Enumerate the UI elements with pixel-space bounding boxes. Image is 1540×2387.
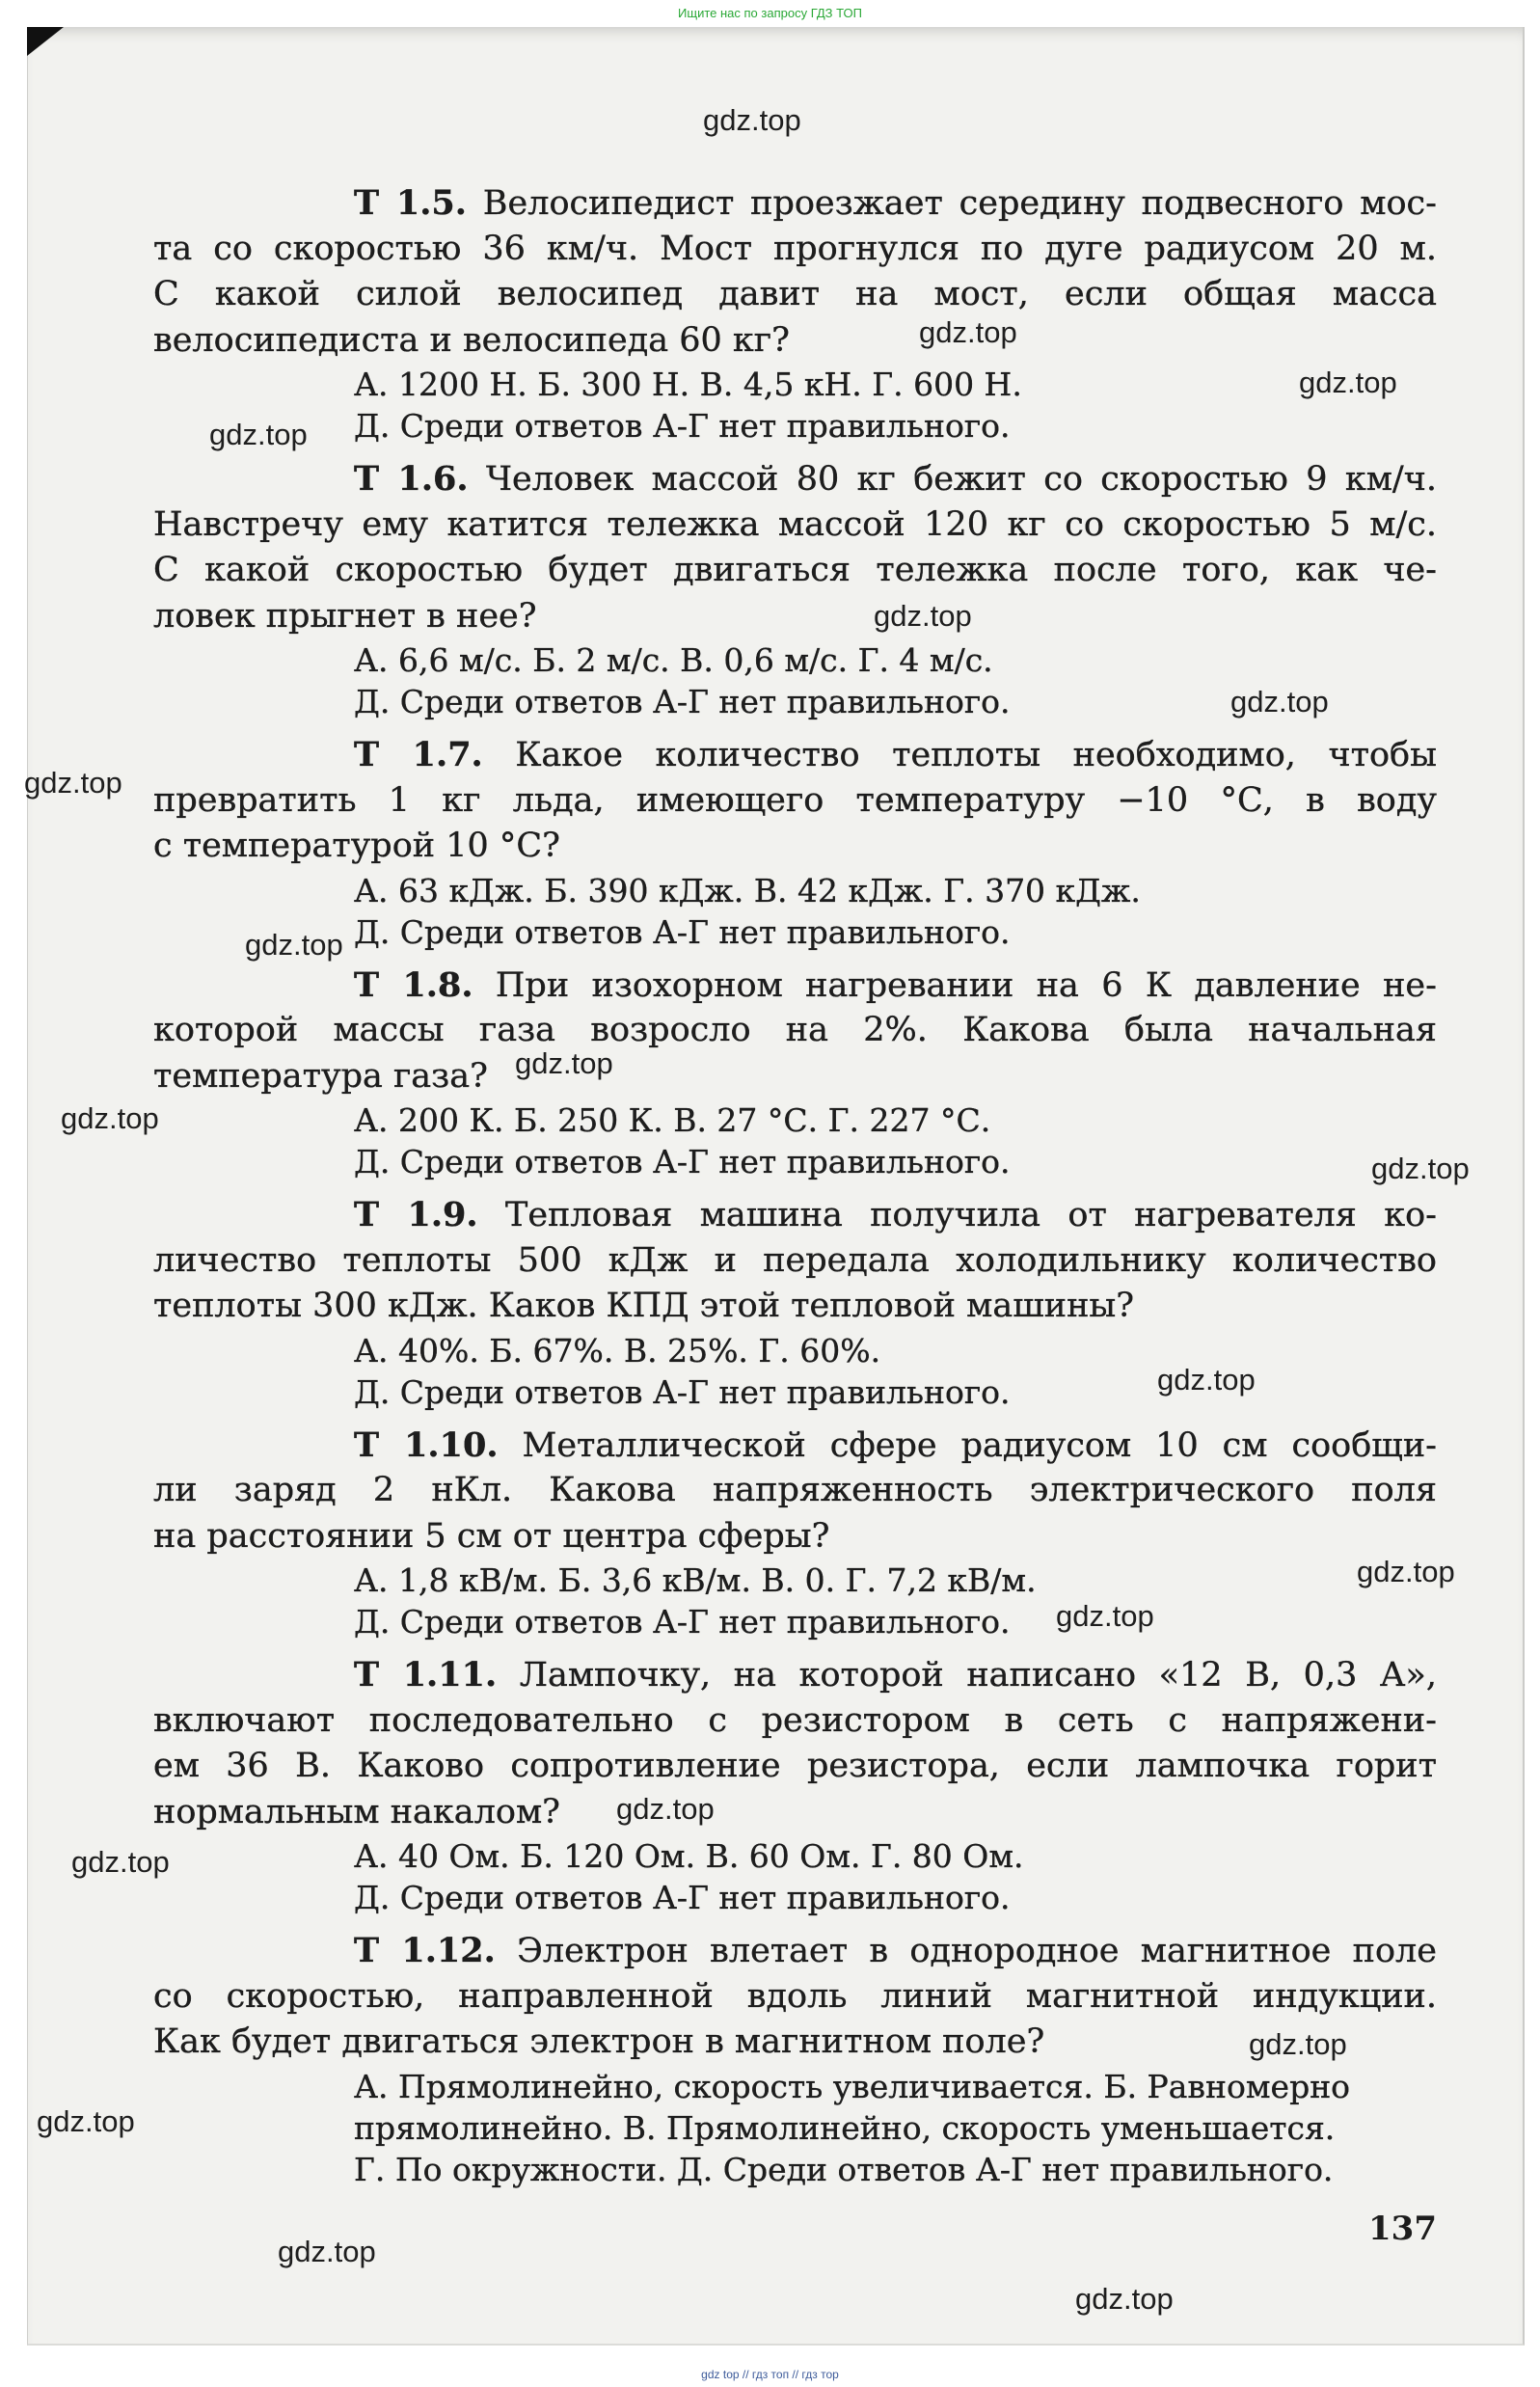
answer-options: А. 63 кДж. Б. 390 кДж. В. 42 кДж. Г. 370 кДж. (354, 871, 1141, 909)
watermark: gdz.top (71, 1845, 170, 1879)
answer-none-correct: Д. Среди ответов А-Г нет правильного. (354, 912, 1011, 951)
answer-line: А. Прямолинейно, скорость увеличивается. Б. Равномерно (354, 2067, 1351, 2105)
watermark: gdz.top (1230, 685, 1329, 719)
answer-none-correct: Д. Среди ответов А-Г нет правильного. (354, 407, 1011, 445)
watermark: gdz.top (209, 418, 308, 451)
question-line: которой массы газа возросло на 2%. Какова была начальная (153, 1011, 1437, 1049)
question-first-line (153, 1652, 1437, 1698)
question-line: превратить 1 кг льда, имеющего температуру −10 °С, в воду (153, 780, 1437, 820)
question-line: С какой силой велосипед давит на мост, если общая масса (153, 275, 1437, 313)
question-t1-8 (153, 963, 1437, 1183)
question-line: С какой скоростью будет двигаться тележка после того, как че- (153, 551, 1437, 589)
question-text: Тепловая машина получила от нагревателя ко- (504, 1196, 1437, 1234)
question-first-line (153, 1928, 1437, 1974)
answer-options: А. 200 К. Б. 250 К. В. 27 °С. Г. 227 °С. (354, 1101, 991, 1139)
question-line: нормальным накалом? (153, 1792, 560, 1831)
watermark: gdz.top (1249, 2027, 1347, 2061)
question-line: Как будет двигаться электрон в магнитном поле? (153, 2022, 1045, 2061)
question-line: температура газа? (153, 1056, 488, 1096)
watermark: gdz.top (874, 599, 972, 633)
question-line: велосипедиста и велосипеда 60 кг? (153, 320, 790, 360)
question-line: та со скоростью 36 км/ч. Мост прогнулся по дуге радиусом 20 м. (153, 229, 1437, 268)
question-number: Т 1.5. (354, 183, 467, 223)
question-number: Т 1.11. (354, 1655, 498, 1695)
watermark: gdz.top (1371, 1152, 1470, 1185)
question-number: Т 1.12. (354, 1931, 496, 1970)
question-number: Т 1.6. (354, 459, 469, 499)
question-t1-6 (153, 456, 1437, 722)
answer-options: А. 40%. Б. 67%. В. 25%. Г. 60%. (354, 1331, 881, 1370)
question-line: Навстречу ему катится тележка массой 120 кг со скоростью 5 м/с. (153, 504, 1437, 544)
watermark: gdz.top (919, 315, 1017, 349)
question-first-line (153, 180, 1437, 227)
site-banner-text: Ищите нас по запросу ГДЗ ТОП (678, 6, 862, 20)
answer-none-correct: Д. Среди ответов А-Г нет правильного. (354, 1879, 1011, 1916)
watermark: gdz.top (37, 2104, 135, 2138)
question-t1-7 (153, 732, 1437, 953)
question-first-line (153, 963, 1437, 1009)
question-text: Электрон влетает в однородное магнитное поле (517, 1932, 1437, 1970)
watermark: gdz.top (515, 1046, 613, 1080)
answer-line: прямолинейно. В. Прямолинейно, скорость уменьшается. (354, 2108, 1336, 2147)
footer-text: gdz top // гдз топ // гдз тор (701, 2368, 839, 2381)
question-number: Т 1.7. (354, 735, 483, 774)
watermark: gdz.top (1157, 1363, 1256, 1397)
question-line: на расстоянии 5 см от центра сферы? (153, 1516, 830, 1556)
question-t1-5 (153, 180, 1437, 447)
question-text: При изохорном нагревании на 6 К давление не- (495, 965, 1437, 1005)
answer-line: Г. По окружности. Д. Среди ответов А-Г нет правильного. (354, 2150, 1334, 2188)
watermark: gdz.top (1056, 1599, 1154, 1633)
question-first-line (153, 1192, 1437, 1238)
question-line: с температурой 10 °С? (153, 827, 560, 865)
question-line: теплоты 300 кДж. Каков КПД этой тепловой машины? (153, 1287, 1135, 1325)
question-t1-10 (153, 1423, 1437, 1643)
question-line: включают последовательно с резистором в сеть с напряжени- (153, 1700, 1437, 1740)
watermark: gdz.top (1299, 366, 1397, 399)
watermark: gdz.top (245, 928, 343, 962)
watermark: gdz.top (278, 2235, 376, 2268)
question-first-line (153, 456, 1437, 502)
question-line: ли заряд 2 нКл. Какова напряженность электрического поля (153, 1471, 1437, 1509)
question-line: ем 36 В. Каково сопротивление резистора, если лампочка горит (153, 1747, 1437, 1785)
question-first-line (153, 1423, 1437, 1469)
watermark: gdz.top (703, 103, 801, 137)
question-text: Металлической сфере радиусом 10 см сообщи- (522, 1425, 1437, 1465)
question-first-line (153, 732, 1437, 778)
question-number: Т 1.9. (354, 1195, 478, 1234)
answer-none-correct: Д. Среди ответов А-Г нет правильного. (354, 1603, 1011, 1641)
answer-none-correct: Д. Среди ответов А-Г нет правильного. (354, 1372, 1011, 1411)
question-number: Т 1.8. (354, 964, 473, 1005)
question-text: Велосипедист проезжает середину подвесного мос- (482, 184, 1437, 223)
answer-none-correct: Д. Среди ответов А-Г нет правильного. (354, 1143, 1011, 1180)
text-column (153, 180, 1437, 2200)
watermark: gdz.top (61, 1101, 159, 1135)
watermark: gdz.top (616, 1792, 715, 1826)
question-number: Т 1.10. (354, 1424, 499, 1465)
question-line: личество теплоты 500 кДж и передала холодильнику количество (153, 1240, 1437, 1280)
question-t1-12 (153, 1928, 1437, 2190)
answer-options: А. 1,8 кВ/м. Б. 3,6 кВ/м. В. 0. Г. 7,2 кВ/м. (354, 1561, 1037, 1599)
question-text: Лампочку, на которой написано «12 В, 0,3 А», (519, 1656, 1437, 1695)
question-line: ловек прыгнет в нее? (153, 596, 537, 636)
answer-options: А. 1200 Н. Б. 300 Н. В. 4,5 кН. Г. 600 Н. (354, 366, 1022, 403)
answer-options: А. 6,6 м/с. Б. 2 м/с. В. 0,6 м/с. Г. 4 м/с. (354, 641, 993, 679)
answer-options: А. 40 Ом. Б. 120 Ом. В. 60 Ом. Г. 80 Ом. (354, 1837, 1024, 1875)
question-t1-11 (153, 1652, 1437, 1918)
watermark: gdz.top (1357, 1555, 1455, 1588)
question-text: Человек массой 80 кг бежит со скоростью 9 км/ч. (485, 460, 1437, 499)
question-line: со скоростью, направленной вдоль линий магнитной индукции. (153, 1976, 1437, 2016)
question-text: Какое количество теплоты необходимо, чтобы (515, 736, 1437, 774)
page-number: 137 (1368, 2210, 1437, 2248)
answer-none-correct: Д. Среди ответов А-Г нет правильного. (354, 683, 1011, 720)
watermark: gdz.top (24, 766, 122, 800)
watermark: gdz.top (1075, 2282, 1174, 2316)
